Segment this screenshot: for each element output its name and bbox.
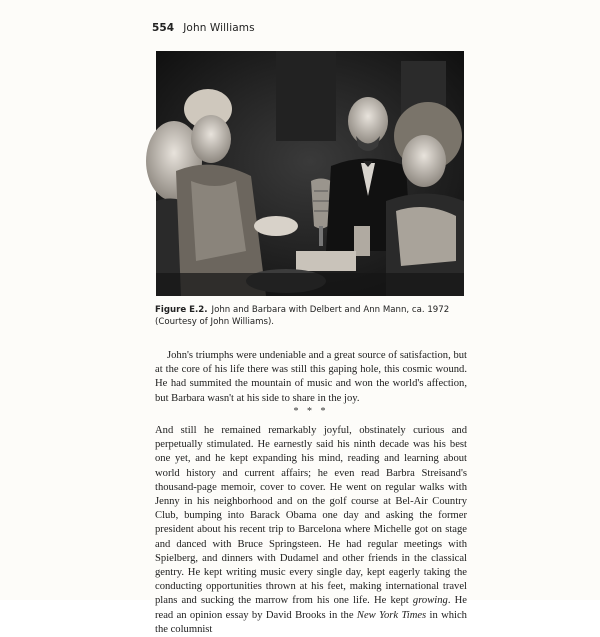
running-title: John Williams (183, 22, 255, 34)
figure-caption-text: John and Barbara with Delbert and Ann Mann, ca. 1972 (Courtesy of John Williams). (155, 305, 450, 327)
paragraph-2-italic-growing: growing (412, 595, 448, 607)
paragraph-2-text-a: And still he remained remarkably joyful, obstinately curious and perpetually stimulated. He earnestly said his ninth decade was his best one yet, and he kept expanding his mind, reading and learning about world history and current affairs; he even read Barbra Streisand's thousand-page memoir, cover to cover. He went on regular walks with Jenny in his neighborhood and on the golf course at Bel-Air Country Club, bumping into Barack Obama one day and asking the former president about his recent trip to Barcelona where Michelle got on stage and danced with Bruce Springsteen. He had regular meetings with Spielberg, and dinners with Dudamel and other friends in the classical gentry. He kept writing music every single day, kept eagerly taking the conducting opportunities thrown at his feet, making international travel plans and sucking the marrow from his one life. He kept (155, 425, 467, 607)
figure-photograph (156, 51, 464, 296)
paragraph-2-text-c: in which the columnist (155, 609, 467, 635)
paragraph-1: John's triumphs were undeniable and a great source of satisfaction, but at the core of his life there was still this gaping hole, this cosmic wound. He had summited the mountain of music and won the world's affection, but Barbara wasn't at his side to share in the joy. (155, 350, 467, 404)
figure-caption (155, 304, 467, 328)
running-head (152, 22, 255, 34)
page-number: 554 (152, 22, 175, 34)
paragraph-2-italic-nyt: New York Times (356, 609, 427, 621)
figure-label: Figure E.2. (155, 305, 208, 315)
paragraph-2-text-b: . He read an opinion essay by David Brooks in the (155, 595, 467, 621)
section-break: * * * (293, 406, 329, 417)
paragraph-2 (155, 424, 467, 637)
